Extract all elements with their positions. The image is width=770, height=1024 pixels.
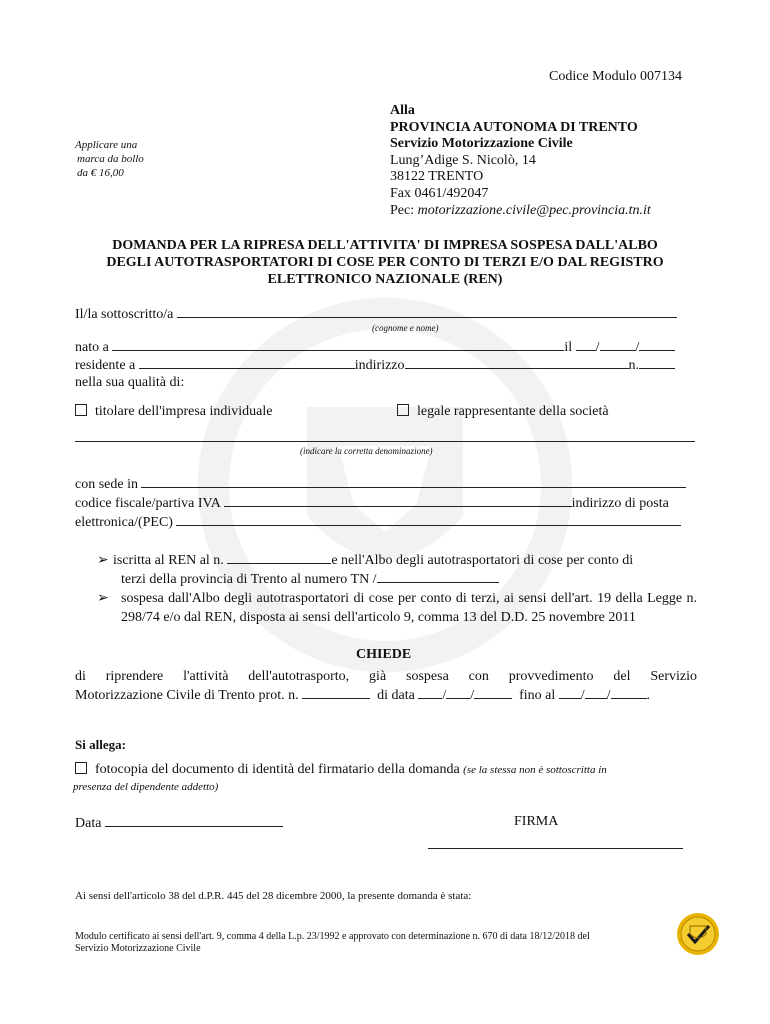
sottoscritto-label: Il/la sottoscritto/a — [75, 307, 174, 322]
date-sep: / — [442, 688, 447, 703]
stamp-note-line: da € 16,00 — [77, 167, 124, 179]
indirizzo-label: indirizzo — [354, 358, 405, 373]
prot-month-field[interactable] — [446, 686, 470, 699]
legale-label: legale rappresentante della società — [417, 404, 609, 419]
document-title — [60, 237, 710, 288]
data-row — [75, 814, 283, 832]
sottoscritto-field[interactable] — [177, 305, 677, 318]
numero-label: n. — [628, 358, 640, 373]
prot-number-field[interactable] — [302, 686, 370, 699]
attachment-label: fotocopia del documento di identità del firmatario della domanda — [95, 762, 460, 777]
stamp-note — [75, 138, 144, 180]
address-pec — [390, 203, 651, 220]
date-sep: / — [635, 340, 640, 355]
date-sep: / — [580, 688, 585, 703]
title-line: ELETTRONICO NAZIONALE (REN) — [267, 272, 503, 287]
fino-month-field[interactable] — [585, 686, 607, 699]
codice-fiscale-row — [75, 494, 669, 512]
pec-email: motorizzazione.civile@pec.provincia.tn.it — [417, 202, 651, 218]
chiede-heading: CHIEDE — [356, 647, 412, 662]
bullet1-text-c: terzi della provincia di Trento al numero TN / — [121, 572, 377, 587]
prot-year-field[interactable] — [474, 686, 512, 699]
residente-field[interactable] — [139, 356, 355, 369]
sottoscritto-row — [75, 305, 677, 323]
nato-label: nato a — [75, 340, 109, 355]
codice-fiscale-label: codice fiscale/partiva IVA — [75, 496, 221, 511]
address-alla: Alla — [390, 103, 415, 118]
data-field[interactable] — [105, 814, 283, 827]
address-ente: PROVINCIA AUTONOMA DI TRENTO — [390, 119, 638, 135]
pec-field[interactable] — [176, 513, 681, 526]
cert-line: Servizio Motorizzazione Civile — [75, 943, 201, 954]
si-allega-heading: Si allega: — [75, 737, 126, 752]
bullet-arrow-2 — [97, 590, 113, 607]
il-label: il — [564, 340, 573, 355]
request-fino: fino al — [519, 688, 556, 703]
stamp-note-line: marca da bollo — [77, 153, 144, 165]
fino-year-field[interactable] — [611, 686, 647, 699]
bullet1-text-a: iscritta al REN al n. — [113, 553, 224, 568]
bullet-item-1 — [97, 551, 633, 569]
nato-row — [75, 338, 675, 356]
birth-year-field[interactable] — [639, 338, 675, 351]
birth-month-field[interactable] — [600, 338, 636, 351]
indirizzo-field[interactable] — [405, 356, 629, 369]
request-text-2 — [75, 686, 650, 704]
date-sep: / — [595, 340, 600, 355]
titolare-checkbox[interactable] — [75, 404, 87, 416]
data-label: Data — [75, 816, 102, 831]
sede-label: con sede in — [75, 477, 138, 492]
request-prot: Motorizzazione Civile di Trento prot. n. — [75, 688, 299, 703]
codice-fiscale-field[interactable] — [224, 494, 572, 507]
arrow-bullet-icon: ➢ — [97, 553, 109, 568]
dpr-note: Ai sensi dell'articolo 38 del d.P.R. 445 del 28 dicembre 2000, la presente domanda è stata: — [75, 890, 472, 902]
address-cap: 38122 TRENTO — [390, 169, 484, 185]
bullet-item-2: sospesa dall'Albo degli autotrasportatori di cose per conto di terzi, ai sensi dell'art. 19 della Legge n. 298/74 e/o dal REN, disposta ai sensi dell'articolo 9, comma 13 del D.D. 25 novembre 2011 — [121, 591, 697, 625]
title-line: DEGLI AUTOTRASPORTATORI DI COSE PER CONTO DI TERZI E/O DAL REGISTRO — [106, 255, 664, 270]
title-line: DOMANDA PER LA RIPRESA DELL'ATTIVITA' DI IMPRESA SOSPESA DALL'ALBO — [112, 238, 658, 253]
bullet1-text-b: e nell'Albo degli autotrasportatori di cose per conto di — [331, 553, 634, 568]
stamp-note-line: Applicare una — [75, 139, 138, 151]
sede-row — [75, 475, 686, 493]
firma-label: FIRMA — [514, 814, 559, 829]
bullet-item-1-cont — [121, 570, 499, 588]
address-fax: Fax 0461/492047 — [390, 185, 489, 201]
cognome-nome-hint: (cognome e nome) — [372, 323, 439, 333]
tn-number-field[interactable] — [377, 570, 499, 583]
option-legale[interactable] — [397, 404, 609, 420]
date-sep: / — [606, 688, 611, 703]
prot-day-field[interactable] — [418, 686, 442, 699]
nato-field[interactable] — [112, 338, 564, 351]
certification-note — [75, 931, 590, 955]
request-end: . — [646, 688, 651, 703]
birth-day-field[interactable] — [576, 338, 596, 351]
attachment-note-2: presenza del dipendente addetto) — [73, 781, 219, 793]
address-via: Lung’Adige S. Nicolò, 14 — [390, 152, 536, 168]
arrow-bullet-icon: ➢ — [97, 591, 109, 606]
qualita-label: nella sua qualità di: — [75, 375, 185, 390]
cert-line: Modulo certificato ai sensi dell'art. 9, comma 4 della L.p. 23/1992 e approvato con determinazione n. 670 di data 18/12/2018 del — [75, 931, 590, 942]
denominazione-hint: (indicare la corretta denominazione) — [300, 446, 433, 456]
sede-field[interactable] — [141, 475, 686, 488]
numero-field[interactable] — [639, 356, 675, 369]
recipient-address — [390, 103, 651, 219]
address-servizio: Servizio Motorizzazione Civile — [390, 136, 573, 152]
quality-seal-icon — [676, 912, 720, 956]
request-data: di data — [377, 688, 415, 703]
indirizzo-posta-label: indirizzo di posta — [571, 496, 669, 511]
firma-field[interactable] — [428, 848, 683, 849]
denominazione-field[interactable] — [75, 441, 695, 442]
codice-modulo: Codice Modulo 007134 — [549, 69, 682, 84]
date-sep: / — [470, 688, 475, 703]
legale-checkbox[interactable] — [397, 404, 409, 416]
request-text-1: di riprendere l'attività dell'autotrasporto, già sospesa con provvedimento del Servizio — [75, 669, 697, 684]
residente-row — [75, 356, 675, 374]
fino-day-field[interactable] — [559, 686, 581, 699]
ren-number-field[interactable] — [227, 551, 331, 564]
pec-label: Pec: — [390, 202, 418, 218]
pec-row-label: elettronica/(PEC) — [75, 515, 173, 530]
attachment-note: (se la stessa non è sottoscritta in — [463, 764, 607, 776]
pec-row — [75, 513, 681, 531]
option-titolare[interactable] — [75, 404, 272, 420]
residente-label: residente a — [75, 358, 136, 373]
attachment-item — [75, 762, 607, 778]
titolare-label: titolare dell'impresa individuale — [95, 404, 273, 419]
attachment-checkbox[interactable] — [75, 762, 87, 774]
